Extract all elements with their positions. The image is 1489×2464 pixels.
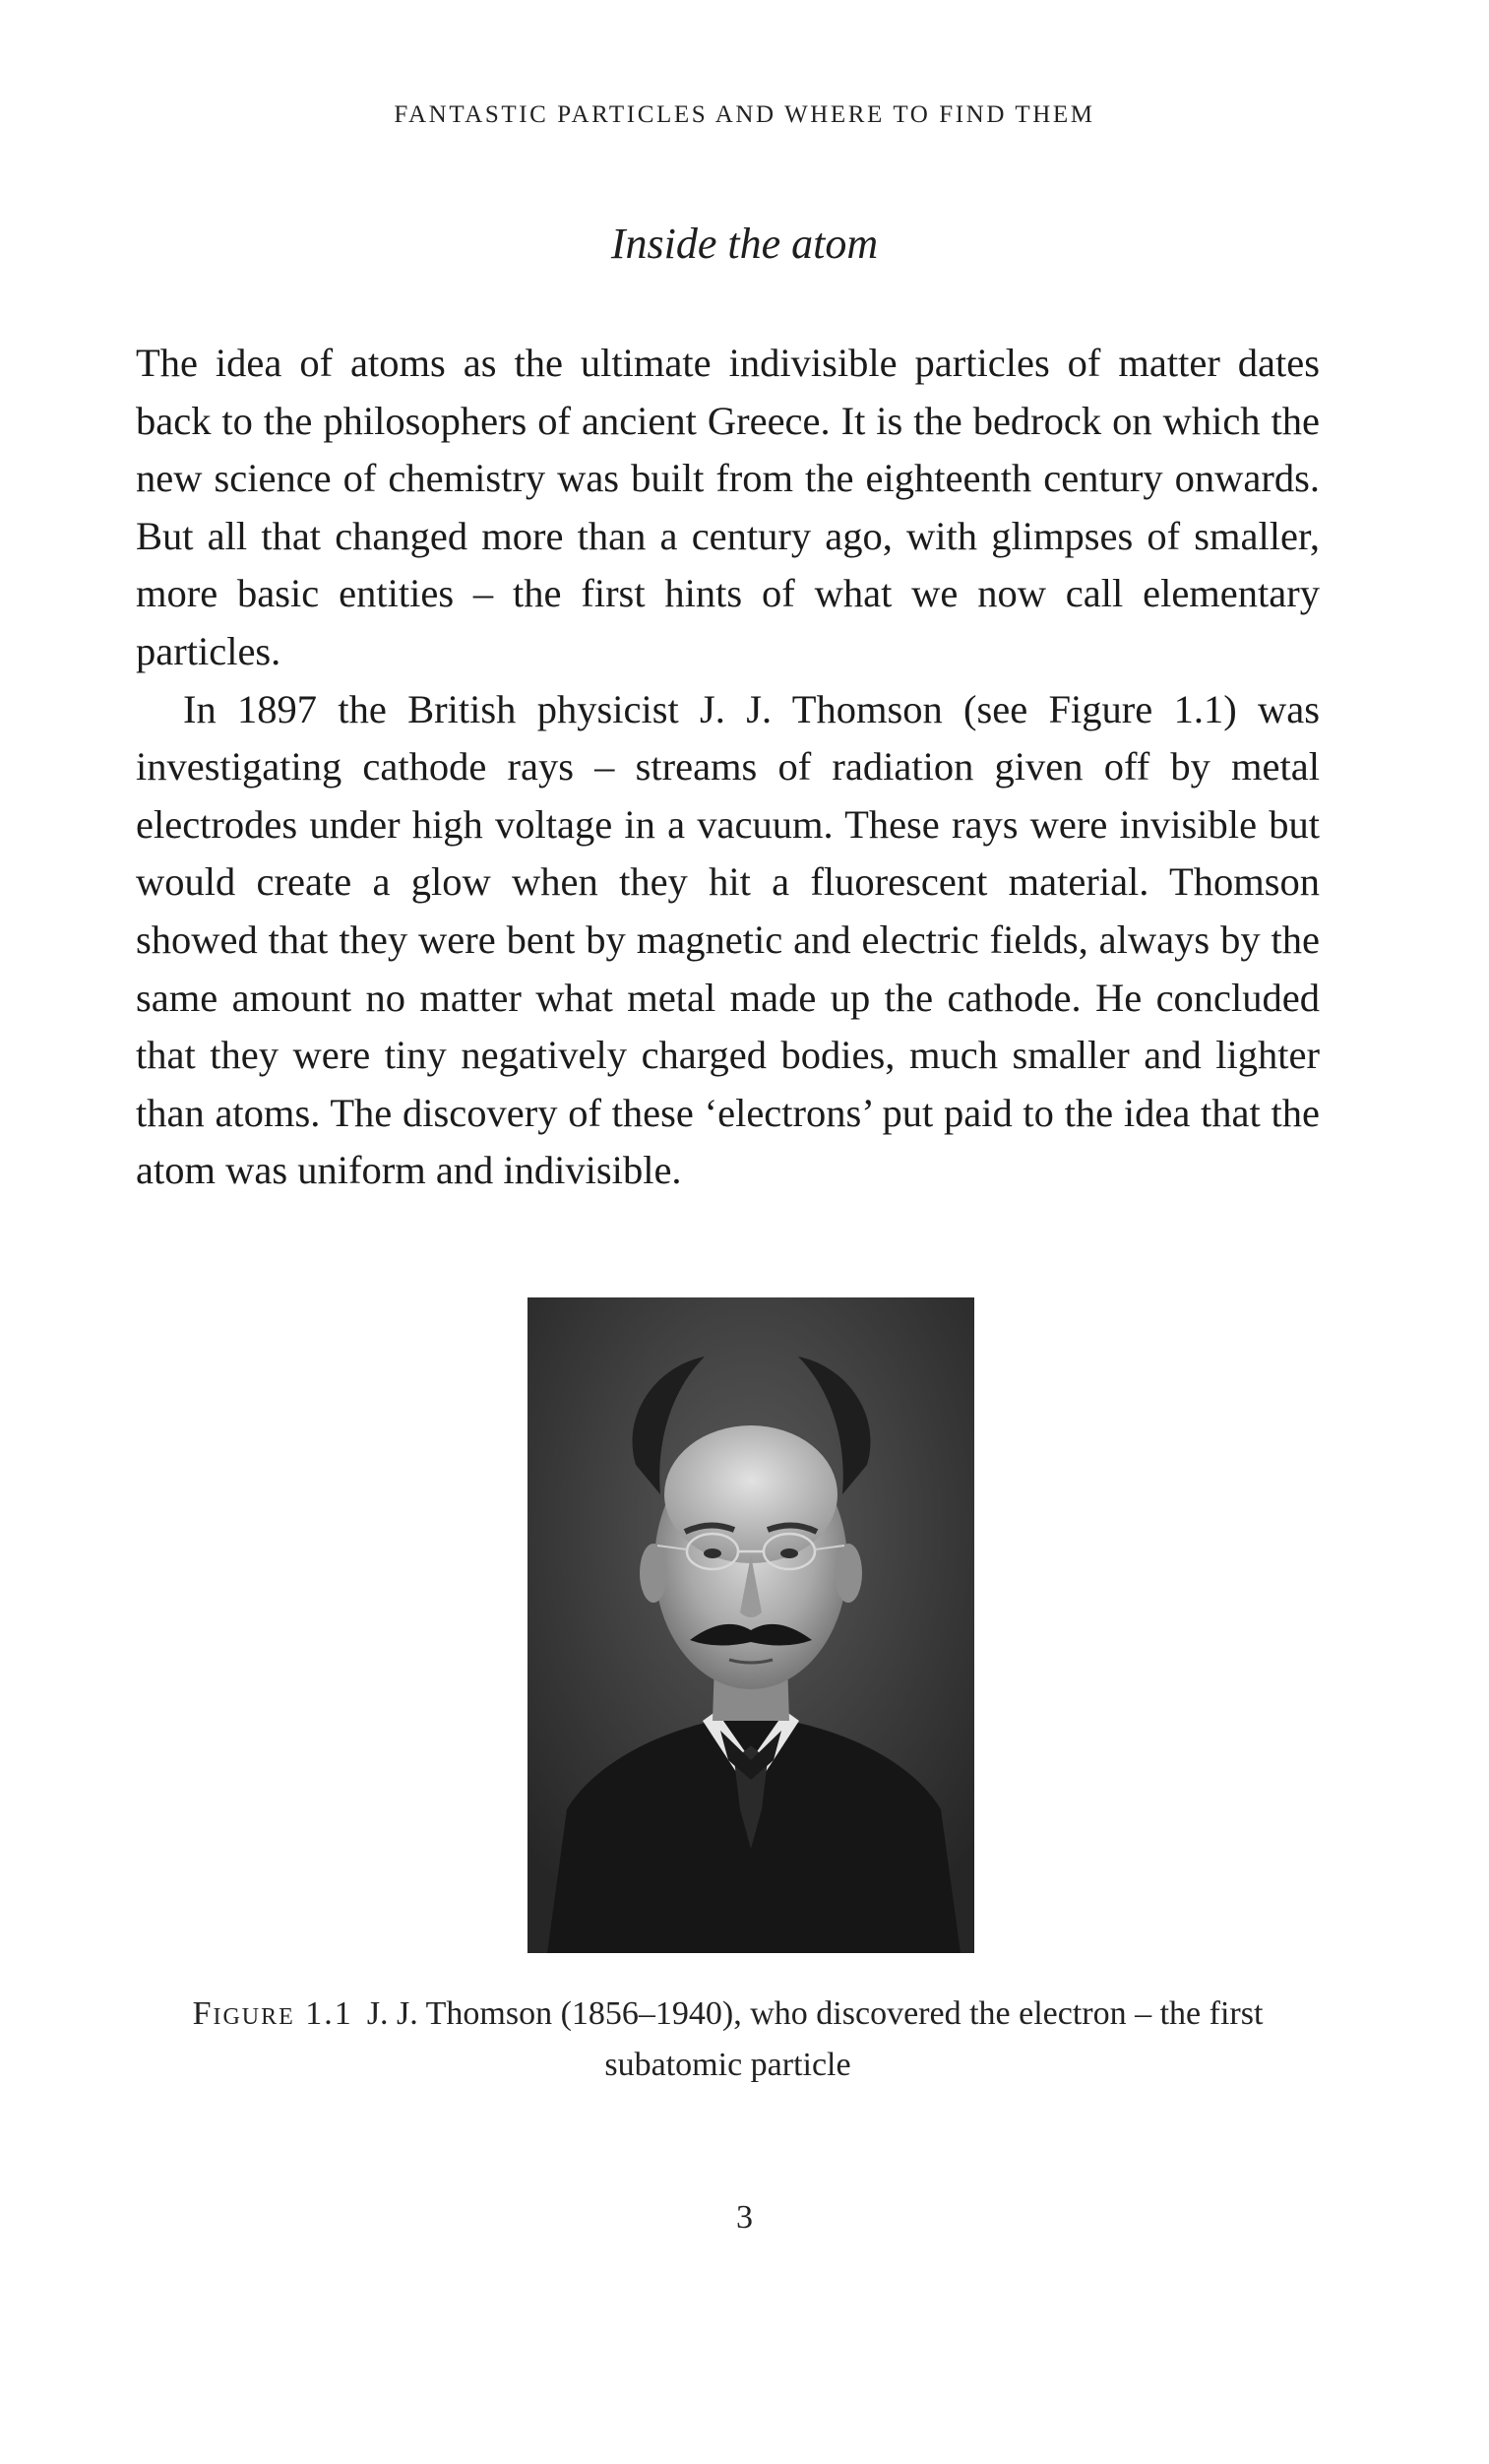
figure-caption bbox=[136, 1989, 1320, 2091]
figure-label: Figure 1.1 bbox=[192, 1995, 353, 2032]
paragraph-2: In 1897 the British physicist J. J. Thomson (see Figure 1.1) was investigating cathode rays – streams of radiation given off by metal electrodes under high voltage in a vacuum. These rays were invisible but would create a glow when they hit a fluorescent material. Thomson showed that they were bent by magnetic and electric fields, always by the same amount no matter what metal made up the cathode. He concluded that they were tiny negatively charged bodies, much smaller and lighter than atoms. The discovery of these ‘electrons’ put paid to the idea that the atom was uniform and indivisible. bbox=[136, 686, 1320, 1193]
figure-caption-text: J. J. Thomson (1856–1940), who discovered the electron – the first subatomic particle bbox=[366, 1995, 1264, 2083]
running-head: FANTASTIC PARTICLES AND WHERE TO FIND THEM bbox=[394, 101, 1095, 128]
body-text bbox=[136, 335, 1320, 1200]
portrait-illustration bbox=[527, 1297, 974, 1953]
page-number: 3 bbox=[736, 2199, 753, 2236]
thomson-portrait-photo bbox=[527, 1297, 974, 1953]
section-title: Inside the atom bbox=[610, 220, 879, 268]
paragraph-1: The idea of atoms as the ultimate indivisible particles of matter dates back to the philosophers of ancient Greece. It is the bedrock on which the new science of chemistry was built from the eighteenth century onwards. But all that changed more than a century ago, with glimpses of smaller, more basic entities – the first hints of what we now call elementary particles. bbox=[136, 341, 1320, 673]
